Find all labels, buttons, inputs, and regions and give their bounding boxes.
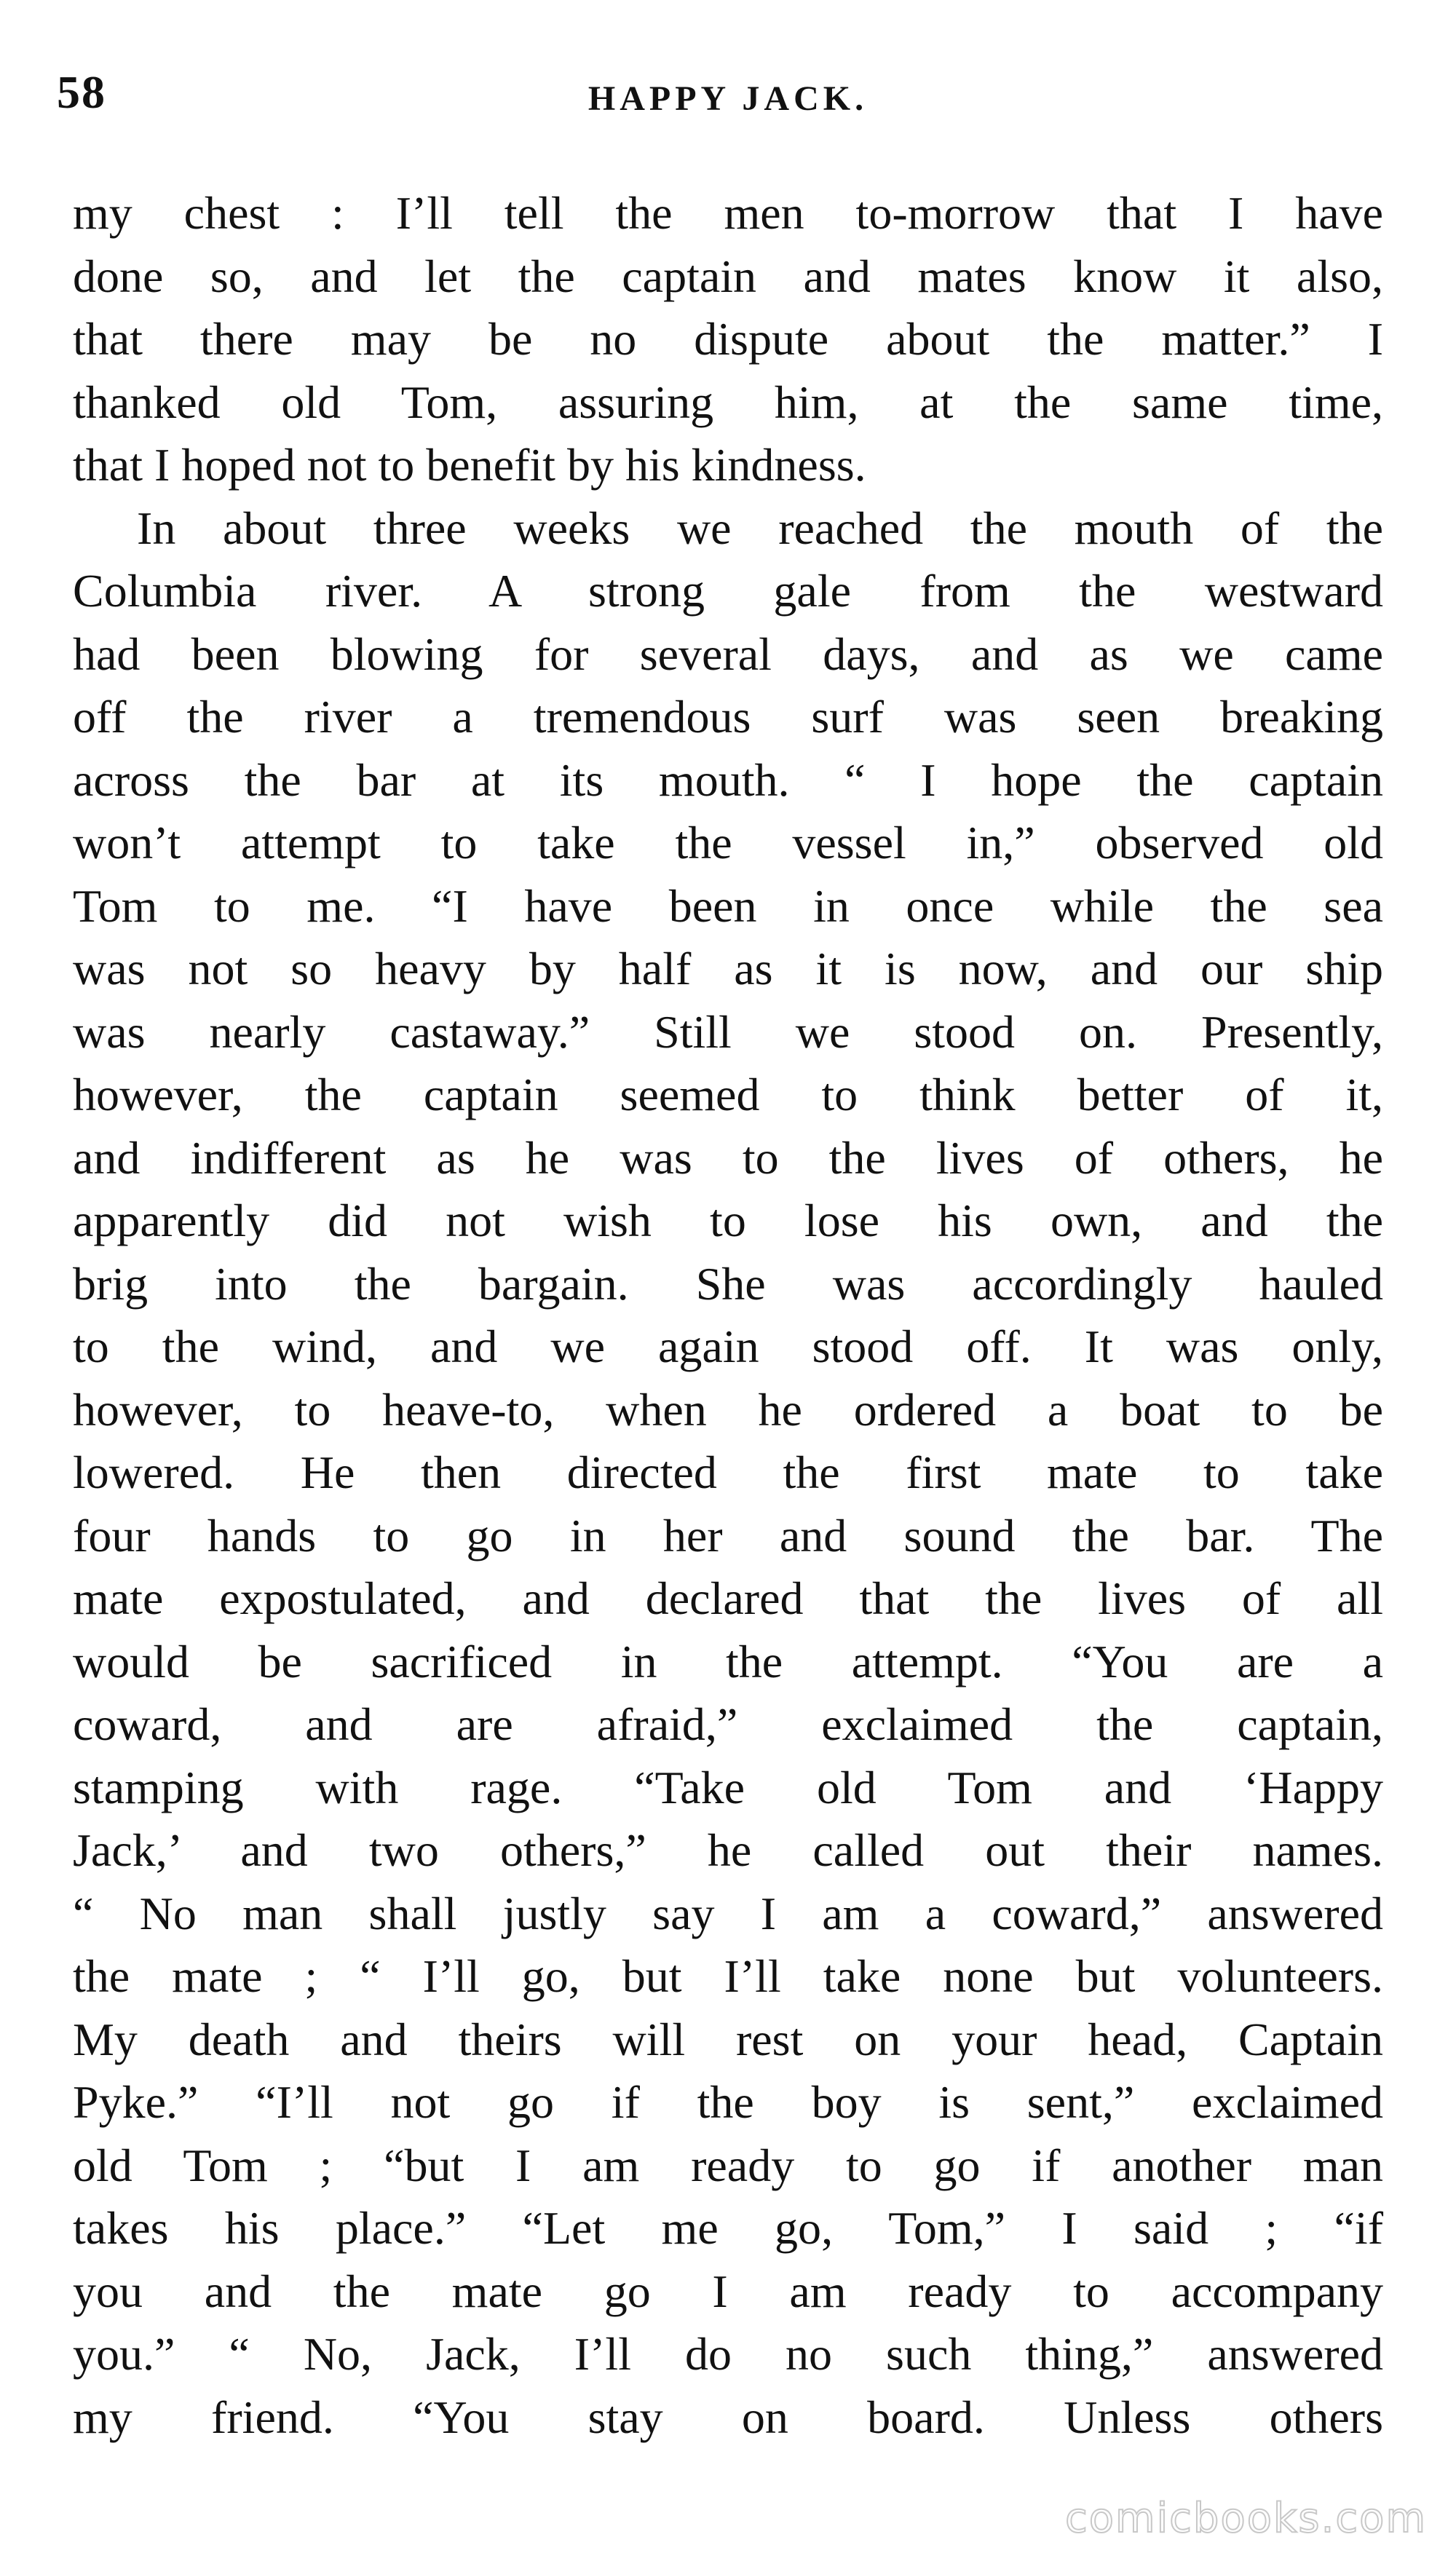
text-line: My death and theirs will rest on your head, Captain [73,2013,1383,2065]
text-line: Pyke.” “I’ll not go if the boy is sent,” exclaimed [73,2076,1383,2128]
text-line: won’t attempt to take the vessel in,” observed old [73,817,1383,868]
text-line: four hands to go in her and sound the bar. The [73,1509,1383,1561]
running-title: HAPPY JACK. [587,79,869,118]
text-line: Tom to me. “I have been in once while the sea [73,879,1383,932]
text-line: Columbia river. A strong gale from the westward [73,565,1383,617]
text-line: however, to heave-to, when he ordered a boat to be [73,1383,1383,1436]
text-line: across the bar at its mouth. “ I hope the captain [73,753,1383,806]
text-line: was not so heavy by half as it is now, and our ship [73,943,1383,994]
text-line: my chest : I’ll tell the men to-morrow that I have [73,187,1383,239]
text-line: thanked old Tom, assuring him, at the same time, [73,376,1383,428]
page-number: 58 [57,66,106,118]
text-line: that there may be no dispute about the matter.” I [73,313,1383,365]
text-line: Jack,’ and two others,” he called out their names. [73,1824,1383,1876]
watermark: comicbooks.com [1064,2495,1427,2542]
text-line: done so, and let the captain and mates know it also, [73,250,1383,302]
text-line: old Tom ; “but I am ready to go if another man [73,2139,1383,2191]
text-line: the mate ; “ I’ll go, but I’ll take none but volunteers. [73,1950,1383,2002]
text-line: stamping with rage. “Take old Tom and ‘Happy [73,1761,1383,1813]
text-line: you and the mate go I am ready to accompany [73,2265,1383,2317]
body-text [73,182,1383,2449]
text-line: would be sacrificed in the attempt. “You are a [73,1635,1383,1687]
text-line: was nearly castaway.” Still we stood on. Presently, [73,1005,1383,1058]
text-line: brig into the bargain. She was accordingly hauled [73,1257,1383,1310]
text-line: takes his place.” “Let me go, Tom,” I said ; “if [73,2202,1383,2254]
text-line: and indifferent as he was to the lives of others, he [73,1131,1383,1184]
text-line: lowered. He then directed the first mate to take [73,1446,1383,1498]
text-line: coward, and are afraid,” exclaimed the captain, [73,1698,1383,1750]
text-line: off the river a tremendous surf was seen breaking [73,691,1383,743]
text-line: “ No man shall justly say I am a coward,” answered [73,1887,1383,1939]
text-line: had been blowing for several days, and as we came [73,628,1383,680]
text-line: In about three weeks we reached the mouth of the [137,502,1383,554]
text-line: apparently did not wish to lose his own, and the [73,1195,1383,1246]
text-line: that I hoped not to benefit by his kindness. [73,439,866,491]
text-line: however, the captain seemed to think better of it, [73,1069,1383,1120]
text-line: my friend. “You stay on board. Unless others [73,2391,1383,2443]
text-line: you.” “ No, Jack, I’ll do no such thing,” answered [73,2328,1383,2380]
text-line: mate expostulated, and declared that the lives of all [73,1572,1383,1624]
text-line: to the wind, and we again stood off. It was only, [73,1321,1383,1372]
